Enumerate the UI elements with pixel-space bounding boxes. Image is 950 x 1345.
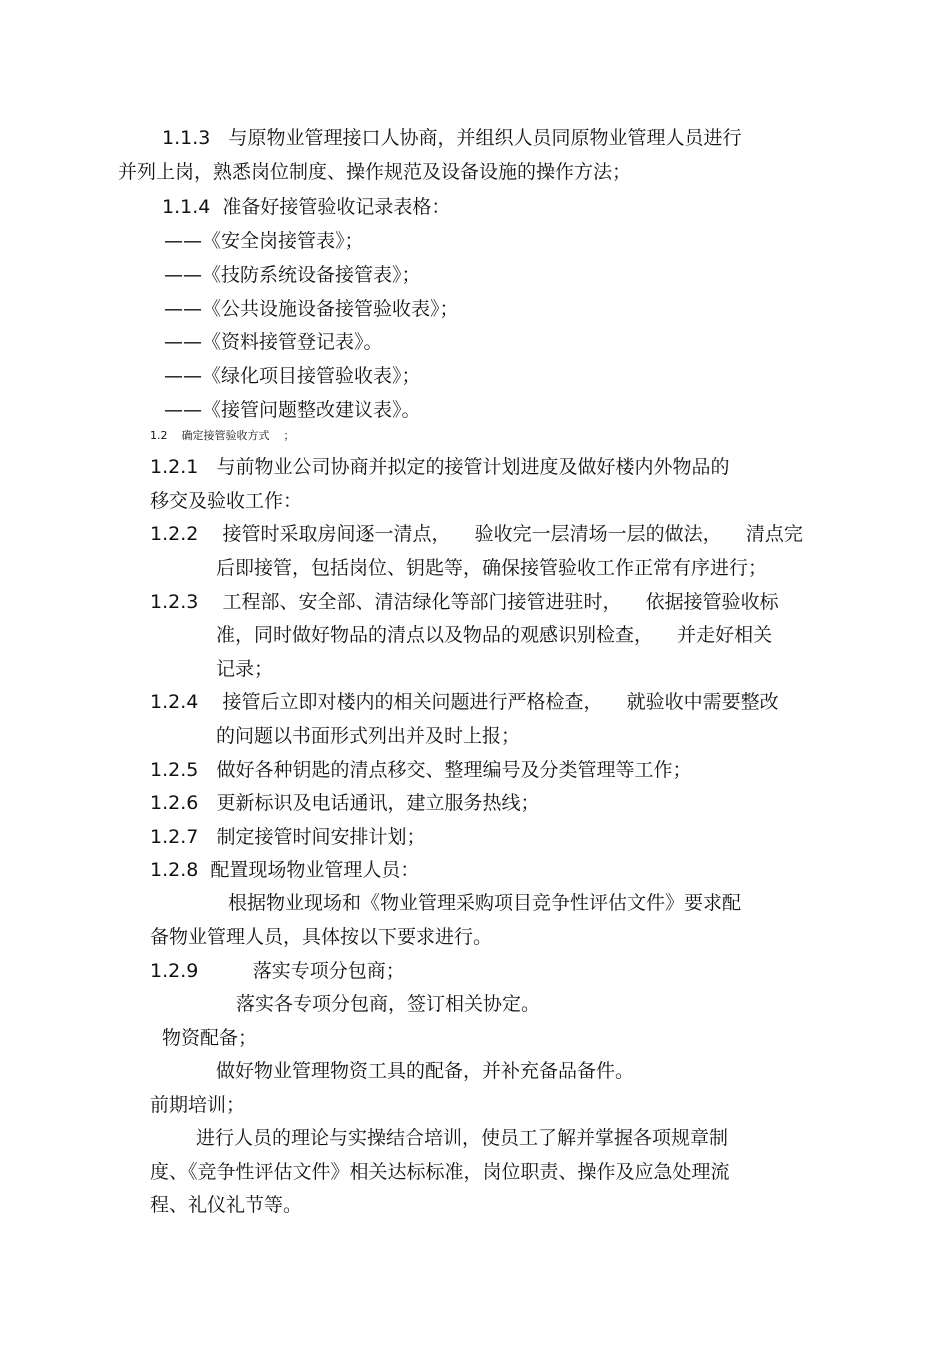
text-line: 移交及验收工作： [150, 490, 303, 512]
text-line: 1.2.2 接管时采取房间逐一清点， 验收完一层清场一层的做法， 清点完 [150, 523, 803, 545]
text-line: 做好物业管理物资工具的配备，并补充备品备件。 [216, 1060, 635, 1082]
text-line: 1.2.5 做好各种钥匙的清点移交、整理编号及分类管理等工作； [150, 759, 692, 781]
list-item: ——《接管问题整改建议表》。 [164, 399, 421, 421]
text-line: 物资配备； [162, 1027, 258, 1049]
text-line: 1.1.4 准备好接管验收记录表格： [162, 196, 451, 218]
text-line: 1.2.7 制定接管时间安排计划； [150, 826, 426, 848]
section-heading: 1.2 确定接管验收方式 ； [150, 429, 295, 442]
text-line: 1.1.3 与原物业管理接口人协商，并组织人员同原物业管理人员进行 [162, 127, 742, 149]
list-item: ——《公共设施设备接管验收表》； [164, 298, 459, 320]
text-line: 1.2.8 配置现场物业管理人员： [150, 859, 420, 881]
text-line: 进行人员的理论与实操结合培训，使员工了解并掌握各项规章制 [196, 1127, 729, 1149]
text-line: 程、礼仪礼节等。 [150, 1194, 303, 1216]
list-item: ——《资料接管登记表》。 [164, 331, 383, 353]
text-line: 1.2.1 与前物业公司协商并拟定的接管计划进度及做好楼内外物品的 [150, 456, 730, 478]
text-line: 1.2.4 接管后立即对楼内的相关问题进行严格检查， 就验收中需要整改 [150, 691, 779, 713]
text-line: 度、《竞争性评估文件》相关达标标准，岗位职责、操作及应急处理流 [150, 1161, 730, 1183]
text-line: 1.2.3 工程部、安全部、清洁绿化等部门接管进驻时， 依据接管验收标 [150, 591, 779, 613]
text-line: 根据物业现场和《物业管理采购项目竞争性评估文件》要求配 [228, 892, 742, 914]
list-item: ——《安全岗接管表》； [164, 230, 364, 252]
text-line: 落实各专项分包商，签订相关协定。 [236, 993, 541, 1015]
text-line: 并列上岗，熟悉岗位制度、操作规范及设备设施的操作方法； [118, 161, 632, 183]
list-item: ——《技防系统设备接管表》； [164, 264, 421, 286]
text-line: 前期培训； [150, 1094, 246, 1116]
text-line: 的问题以书面形式列出并及时上报； [216, 725, 521, 747]
text-line: 1.2.6 更新标识及电话通讯，建立服务热线； [150, 792, 540, 814]
text-line: 1.2.9 落实专项分包商； [150, 960, 405, 982]
text-line: 准，同时做好物品的清点以及物品的观感识别检查， 并走好相关 [216, 624, 773, 646]
text-line: 记录； [216, 658, 274, 680]
list-item: ——《绿化项目接管验收表》； [164, 365, 421, 387]
text-line: 备物业管理人员，具体按以下要求进行。 [150, 926, 493, 948]
text-line: 后即接管，包括岗位、钥匙等，确保接管验收工作正常有序进行； [216, 557, 768, 579]
